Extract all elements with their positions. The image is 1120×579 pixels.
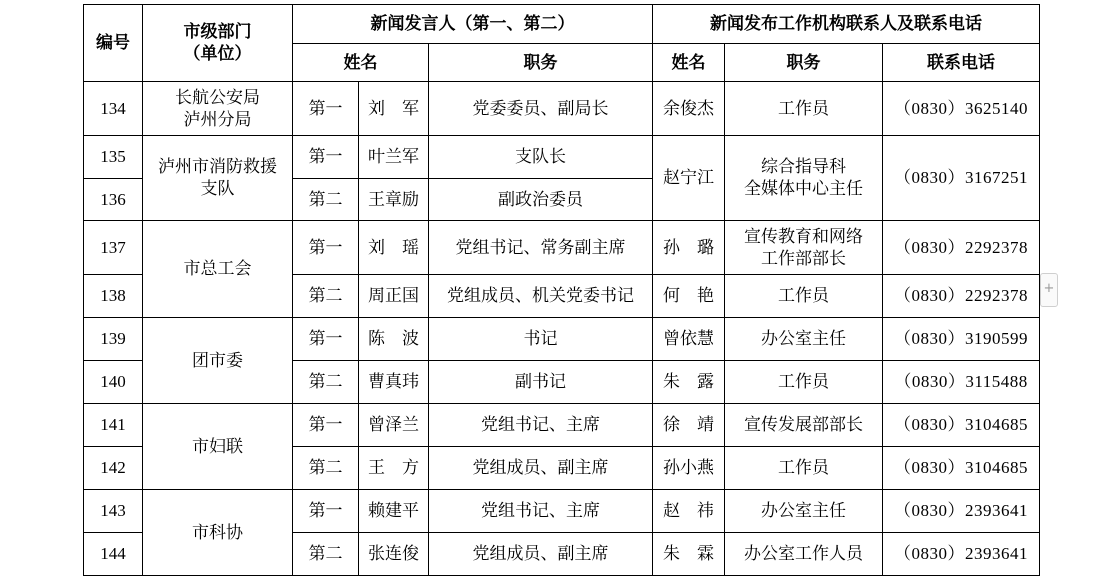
contact-title: 工作员 (725, 361, 883, 404)
table-row (84, 221, 1040, 275)
contact-name: 孙 璐 (653, 221, 725, 275)
spokesperson-name: 王 方 (359, 447, 429, 490)
contact-name: 赵 祎 (653, 490, 725, 533)
contact-name: 曾依慧 (653, 318, 725, 361)
contact-name: 赵宁江 (653, 136, 725, 221)
rank-cell: 第一 (293, 404, 359, 447)
contact-phone: （0830）2292378 (883, 275, 1040, 318)
dept-cell: 市妇联 (143, 404, 293, 490)
expand-handle[interactable]: + (1040, 273, 1058, 307)
contact-title: 工作员 (725, 275, 883, 318)
spokesperson-title: 党组书记、主席 (429, 490, 653, 533)
contact-name: 朱 露 (653, 361, 725, 404)
contact-title: 工作员 (725, 447, 883, 490)
spokesperson-title: 党组成员、副主席 (429, 447, 653, 490)
contact-title: 办公室主任 (725, 318, 883, 361)
contact-name: 何 艳 (653, 275, 725, 318)
spokesperson-name: 刘 军 (359, 82, 429, 136)
spokesperson-name: 王章励 (359, 179, 429, 221)
spokesperson-name: 张连俊 (359, 533, 429, 576)
row-number: 143 (84, 490, 143, 533)
row-number: 135 (84, 136, 143, 179)
contact-title: 综合指导科 全媒体中心主任 (725, 136, 883, 221)
rank-cell: 第二 (293, 361, 359, 404)
rank-cell: 第二 (293, 447, 359, 490)
header-dept: 市级部门 （单位） (143, 5, 293, 82)
rank-cell: 第一 (293, 82, 359, 136)
dept-cell: 长航公安局 泸州分局 (143, 82, 293, 136)
contact-name: 余俊杰 (653, 82, 725, 136)
rank-cell: 第二 (293, 533, 359, 576)
rank-cell: 第一 (293, 490, 359, 533)
row-number: 134 (84, 82, 143, 136)
spokesperson-title: 支队长 (429, 136, 653, 179)
table-row (84, 318, 1040, 361)
spokesperson-title: 副书记 (429, 361, 653, 404)
table-row (84, 404, 1040, 447)
spokesperson-name: 曹真玮 (359, 361, 429, 404)
spokesperson-name: 曾泽兰 (359, 404, 429, 447)
contact-phone: （0830）3104685 (883, 447, 1040, 490)
row-number: 136 (84, 179, 143, 221)
row-number: 140 (84, 361, 143, 404)
rank-cell: 第一 (293, 136, 359, 179)
contact-title: 办公室工作人员 (725, 533, 883, 576)
row-number: 144 (84, 533, 143, 576)
header-contact-phone: 联系电话 (883, 44, 1040, 82)
header-spokes-title: 职务 (429, 44, 653, 82)
spokesperson-name: 刘 瑶 (359, 221, 429, 275)
contact-phone: （0830）3625140 (883, 82, 1040, 136)
spokesperson-name: 周正国 (359, 275, 429, 318)
spokesperson-name: 陈 波 (359, 318, 429, 361)
rank-cell: 第一 (293, 221, 359, 275)
spokesperson-title: 党委委员、副局长 (429, 82, 653, 136)
spokesperson-title: 党组成员、副主席 (429, 533, 653, 576)
dept-cell: 市总工会 (143, 221, 293, 318)
row-number: 139 (84, 318, 143, 361)
spokesperson-table (83, 4, 1040, 576)
spokesperson-title: 副政治委员 (429, 179, 653, 221)
row-number: 137 (84, 221, 143, 275)
contact-phone: （0830）2292378 (883, 221, 1040, 275)
header-contact-group: 新闻发布工作机构联系人及联系电话 (653, 5, 1040, 44)
contact-name: 朱 霖 (653, 533, 725, 576)
contact-title: 办公室主任 (725, 490, 883, 533)
contact-name: 徐 靖 (653, 404, 725, 447)
dept-cell: 团市委 (143, 318, 293, 404)
row-number: 141 (84, 404, 143, 447)
contact-title: 宣传发展部部长 (725, 404, 883, 447)
table-row (84, 490, 1040, 533)
header-spokes-name: 姓名 (293, 44, 429, 82)
contact-title: 宣传教育和网络 工作部部长 (725, 221, 883, 275)
table-row (84, 136, 1040, 179)
header-contact-name: 姓名 (653, 44, 725, 82)
row-number: 142 (84, 447, 143, 490)
contact-phone: （0830）3104685 (883, 404, 1040, 447)
row-number: 138 (84, 275, 143, 318)
table-row (84, 82, 1040, 136)
contact-phone: （0830）2393641 (883, 490, 1040, 533)
header-contact-title: 职务 (725, 44, 883, 82)
rank-cell: 第二 (293, 275, 359, 318)
spokesperson-title: 党组书记、常务副主席 (429, 221, 653, 275)
contact-phone: （0830）3190599 (883, 318, 1040, 361)
contact-phone: （0830）3167251 (883, 136, 1040, 221)
header-spokesperson-group: 新闻发言人（第一、第二） (293, 5, 653, 44)
dept-cell: 泸州市消防救援 支队 (143, 136, 293, 221)
spokesperson-title: 党组书记、主席 (429, 404, 653, 447)
contact-phone: （0830）2393641 (883, 533, 1040, 576)
contact-phone: （0830）3115488 (883, 361, 1040, 404)
header-num: 编号 (84, 5, 143, 82)
contact-title: 工作员 (725, 82, 883, 136)
rank-cell: 第一 (293, 318, 359, 361)
rank-cell: 第二 (293, 179, 359, 221)
contact-name: 孙小燕 (653, 447, 725, 490)
spokesperson-name: 叶兰军 (359, 136, 429, 179)
dept-cell: 市科协 (143, 490, 293, 576)
spokesperson-title: 党组成员、机关党委书记 (429, 275, 653, 318)
header-row-1 (84, 5, 1040, 44)
spokesperson-title: 书记 (429, 318, 653, 361)
spokesperson-name: 赖建平 (359, 490, 429, 533)
